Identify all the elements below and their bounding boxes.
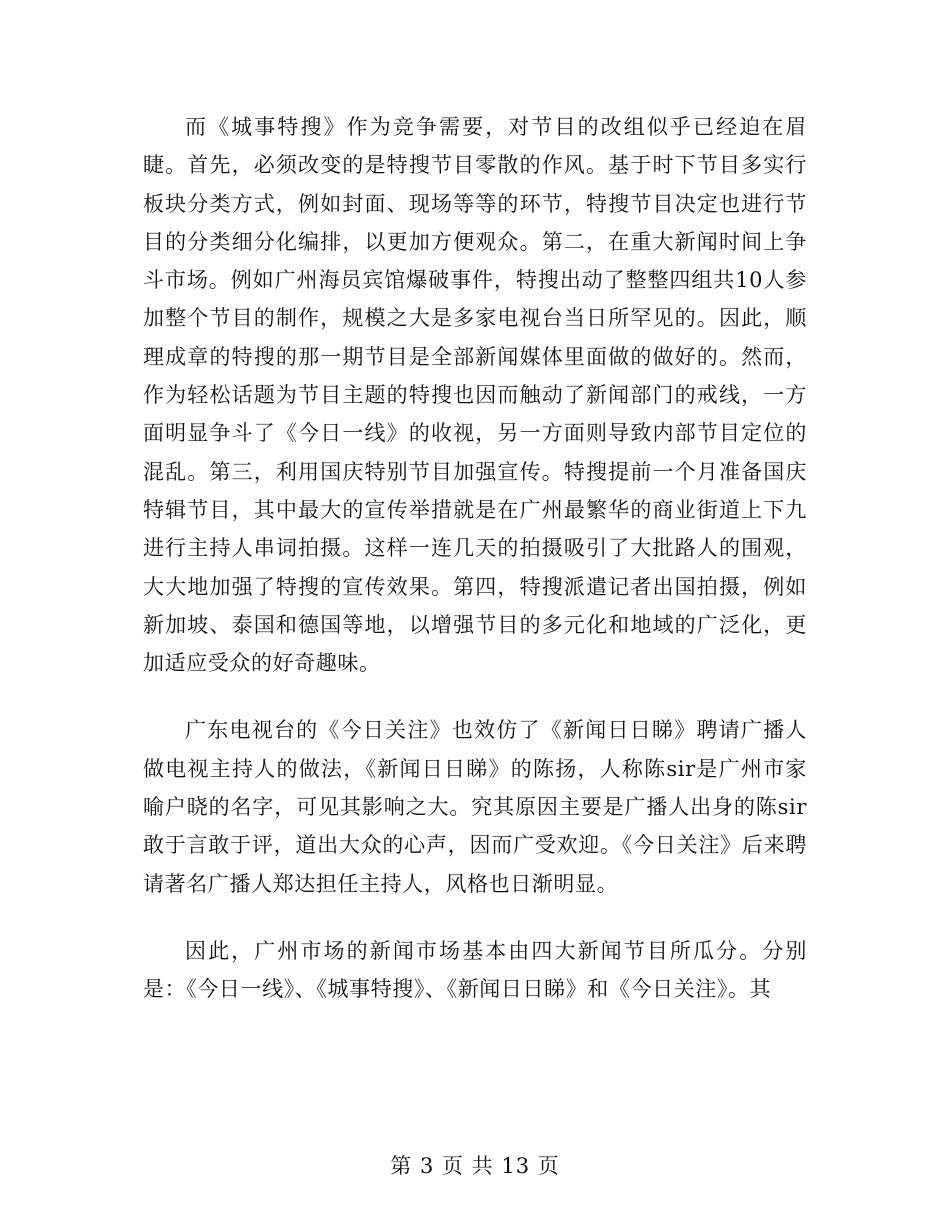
- paragraph: 因此，广州市场的新闻市场基本由四大新闻节目所瓜分。分别是：《今日一线》、《城事特搜》、《新闻日日睇》和《今日关注》。其: [143, 938, 807, 1002]
- paragraph: 而《城事特搜》作为竞争需要，对节目的改组似乎已经迫在眉睫。首先，必须改变的是特搜节目零散的作风。基于时下节目多实行板块分类方式，例如封面、现场等等的环节，特搜节目决定也进行节目的分类细分化编排，以更加方便观众。第二，在重大新闻时间上争斗市场。例如广州海员宾馆爆破事件，特搜出动了整整四组共10人参加整个节目的制作，规模之大是多家电视台当日所罕见的。因此，顺理成章的特搜的那一期节目是全部新闻媒体里面做的做好的。然而，作为轻松话题为节目主题的特搜也因而触动了新闻部门的戒线，一方面明显争斗了《今日一线》的收视，另一方面则导致内部节目定位的混乱。第三，利用国庆特别节目加强宣传。特搜提前一个月准备国庆特辑节目，其中最大的宣传举措就是在广州最繁华的商业街道上下九进行主持人串词拍摄。这样一连几天的拍摄吸引了大批路人的围观，大大地加强了特搜的宣传效果。第四，特搜派遣记者出国拍摄，例如新加坡、泰国和德国等地，以增强节目的多元化和地域的广泛化，更加适应受众的好奇趣味。: [143, 115, 807, 676]
- body-text: [143, 108, 807, 1009]
- page-number-footer: 第 3 页 共 13 页: [390, 1154, 560, 1178]
- paragraph: 广东电视台的《今日关注》也效仿了《新闻日日睇》聘请广播人做电视主持人的做法，《新闻日日睇》的陈扬，人称陈sir是广州市家喻户晓的名字，可见其影响之大。究其原因主要是广播人出身的陈sir敢于言敢于评，道出大众的心声，因而广受欢迎。《今日关注》后来聘请著名广播人郑达担任主持人，风格也日渐明显。: [143, 718, 807, 896]
